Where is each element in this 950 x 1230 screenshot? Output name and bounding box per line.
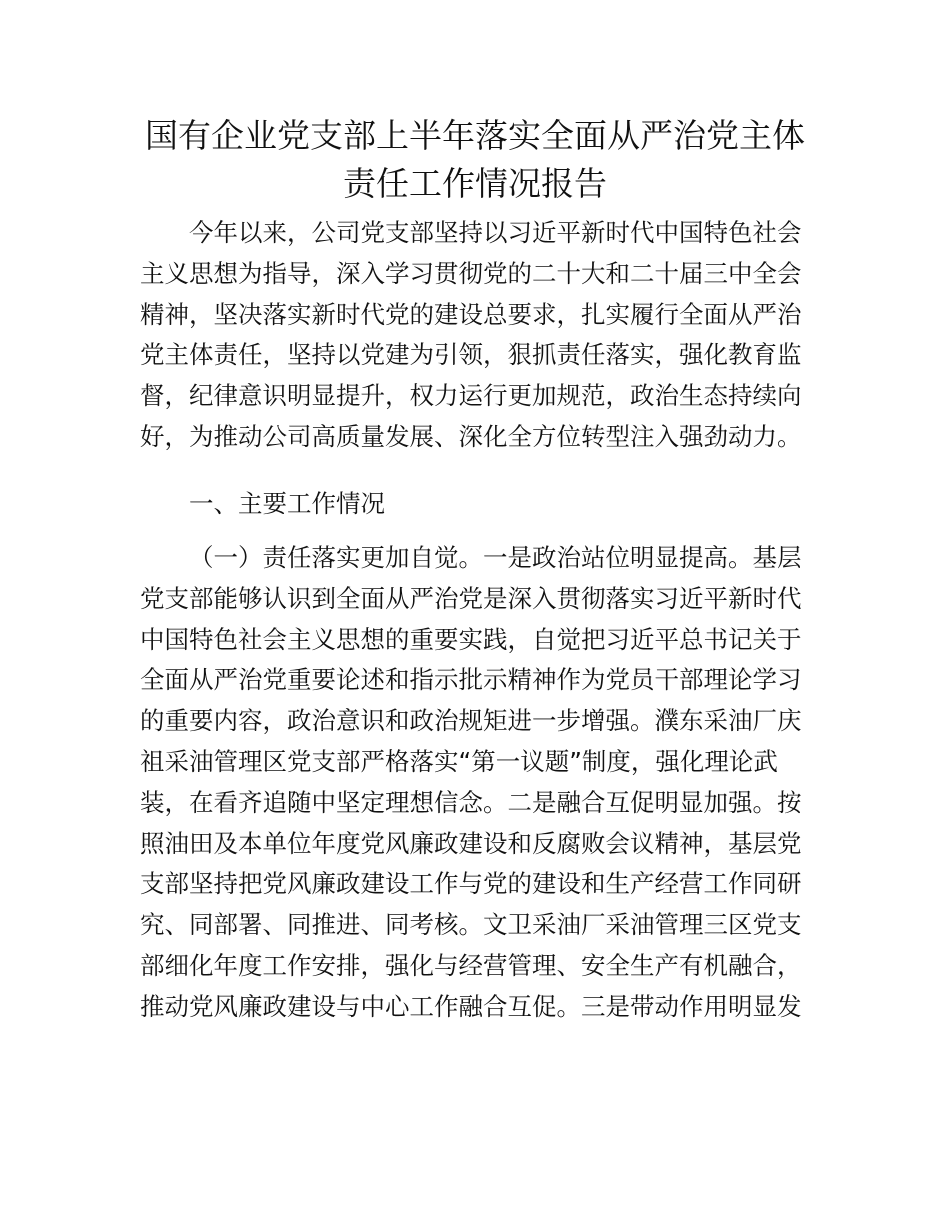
paragraph-line: 全面从严治党重要论述和指示批示精神作为党员干部理论学习 xyxy=(140,665,802,695)
paragraph-line: 究、同部署、同推进、同考核。文卫采油厂采油管理三区党支 xyxy=(140,910,802,940)
paragraph-line: 好，为推动公司高质量发展、深化全方位转型注入强劲动力。 xyxy=(140,421,802,451)
title-line-2: 责任工作情况报告 xyxy=(343,164,607,203)
section-paragraph xyxy=(140,538,812,1028)
title-line-1: 国有企业党支部上半年落实全面从严治党主体 xyxy=(145,116,805,155)
section-heading xyxy=(140,484,812,525)
paragraph-line: 装，在看齐追随中坚定理想信念。二是融合互促明显加强。按 xyxy=(140,787,802,817)
paragraph-line: 精神，坚决落实新时代党的建设总要求，扎实履行全面从严治 xyxy=(140,299,802,329)
intro-paragraph xyxy=(140,213,812,458)
paragraph-line: 支部坚持把党风廉政建设工作与党的建设和生产经营工作同研 xyxy=(140,869,802,899)
paragraph-line: 党支部能够认识到全面从严治党是深入贯彻落实习近平新时代 xyxy=(140,583,802,613)
paragraph-line: 中国特色社会主义思想的重要实践，自觉把习近平总书记关于 xyxy=(140,624,802,654)
paragraph-line: 照油田及本单位年度党风廉政建设和反腐败会议精神，基层党 xyxy=(140,828,802,858)
paragraph-line: 祖采油管理区党支部严格落实“第一议题”制度，强化理论武 xyxy=(140,746,778,776)
paragraph-line: （一）责任落实更加自觉。一是政治站位明显提高。基层 xyxy=(189,543,802,572)
paragraph-line: 部细化年度工作安排，强化与经营管理、安全生产有机融合， xyxy=(140,950,802,980)
paragraph-line: 推动党风廉政建设与中心工作融合互促。三是带动作用明显发 xyxy=(140,991,802,1021)
paragraph-line: 督，纪律意识明显提升，权力运行更加规范，政治生态持续向 xyxy=(140,381,802,411)
document-title xyxy=(140,112,810,208)
paragraph-line: 今年以来，公司党支部坚持以习近平新时代中国特色社会 xyxy=(189,218,802,247)
paragraph-line: 党主体责任，坚持以党建为引领，狠抓责任落实，强化教育监 xyxy=(140,340,802,370)
paragraph-line: 的重要内容，政治意识和政治规矩进一步增强。濮东采油厂庆 xyxy=(140,706,802,736)
paragraph-line: 主义思想为指导，深入学习贯彻党的二十大和二十届三中全会 xyxy=(140,258,802,288)
section-heading-text: 一、主要工作情况 xyxy=(189,489,385,518)
